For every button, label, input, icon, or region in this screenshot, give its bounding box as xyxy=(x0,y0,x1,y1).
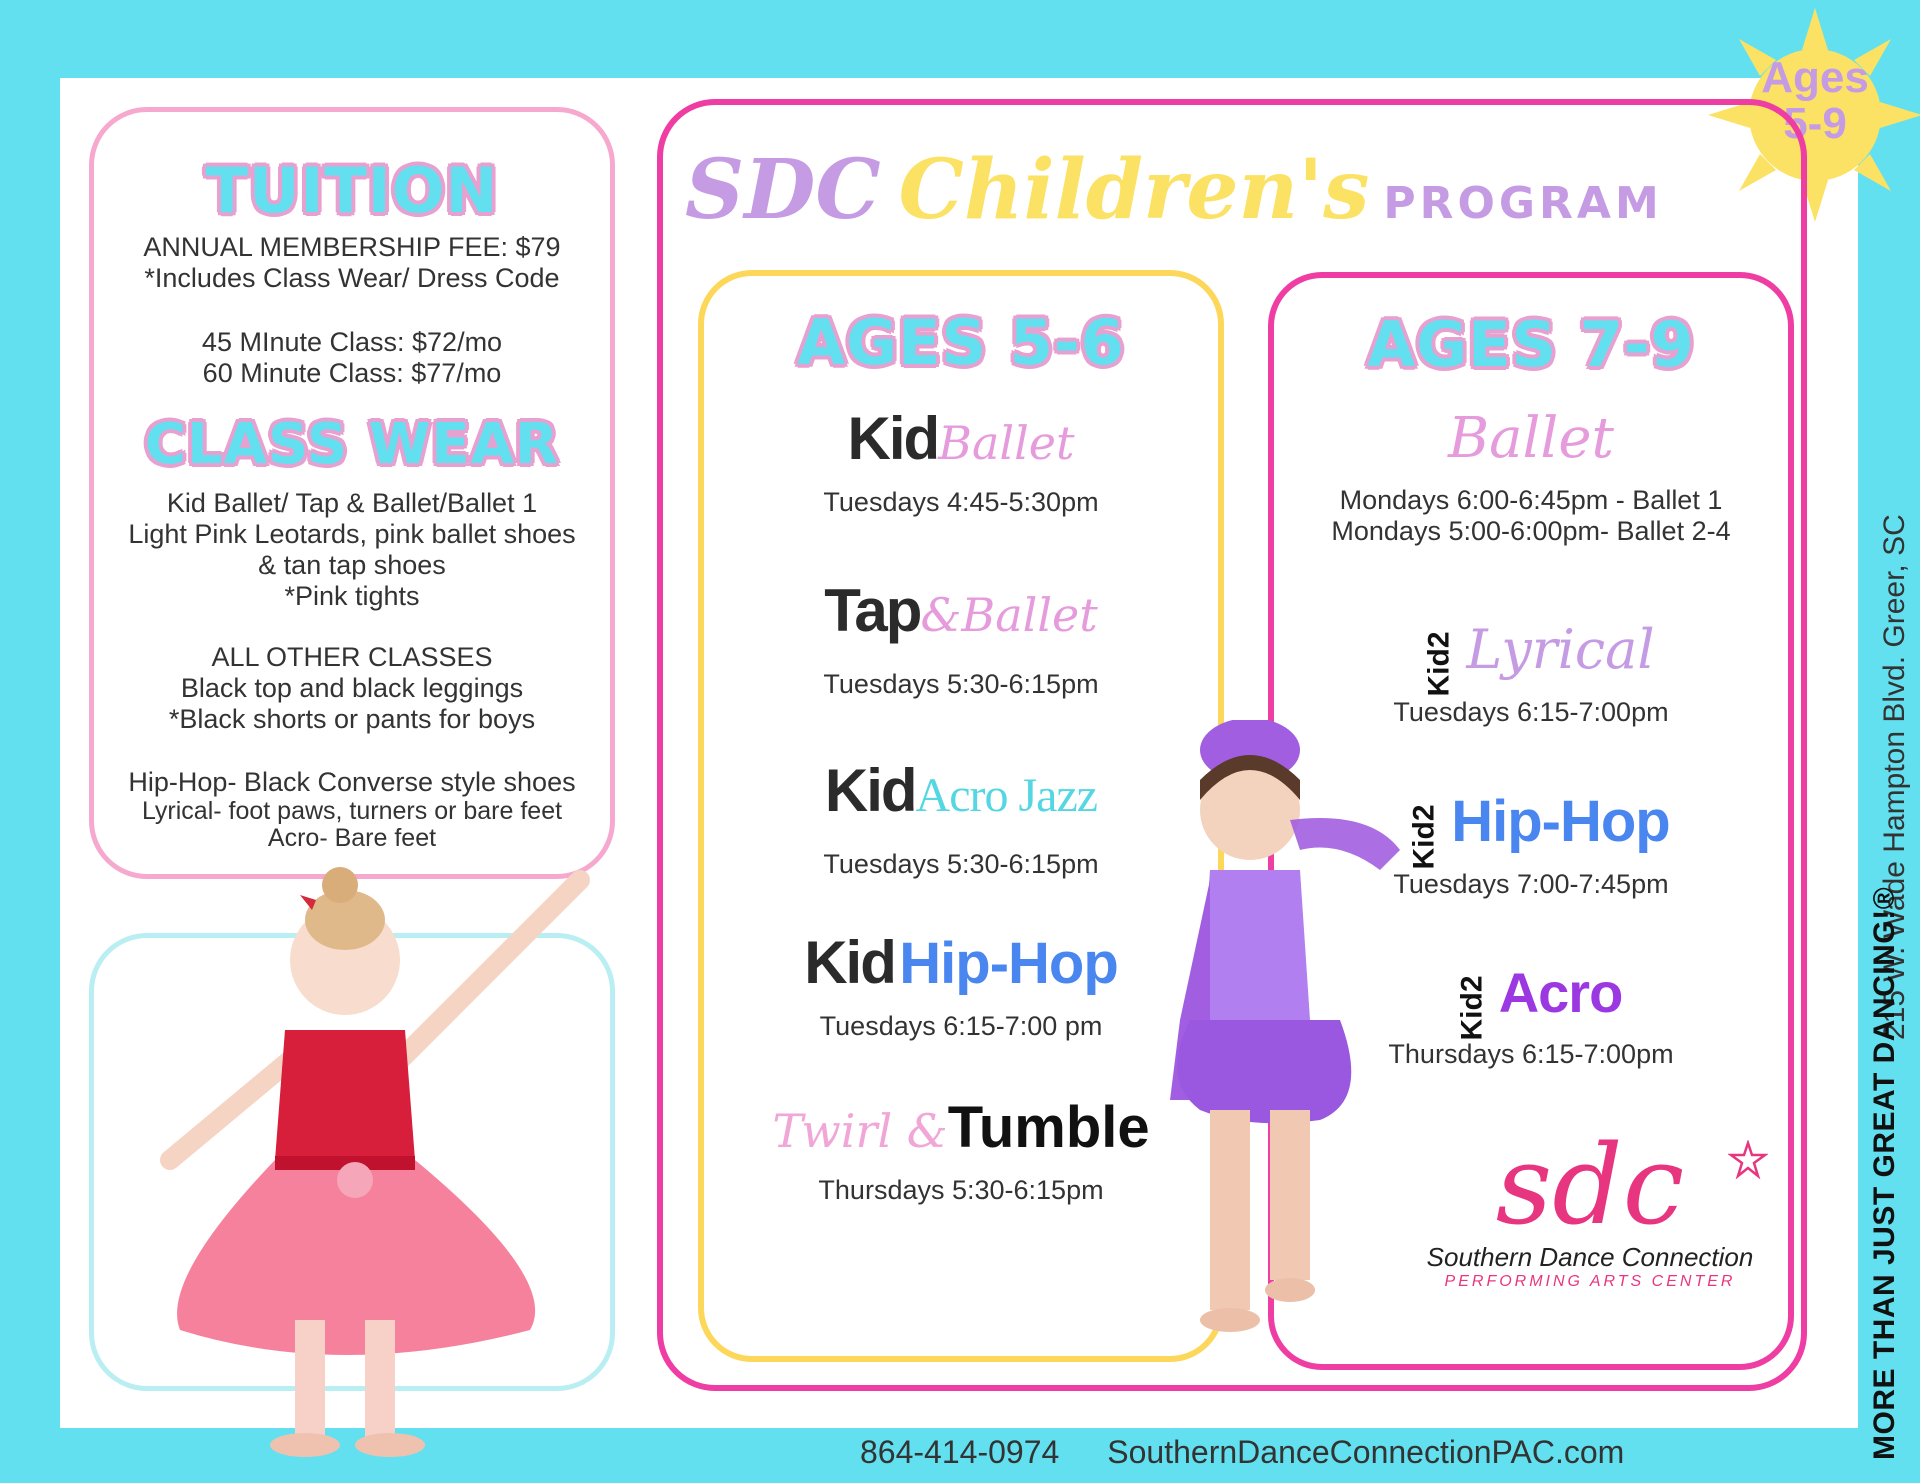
class-prefix: Kid2 xyxy=(1455,975,1489,1041)
class-kid2-lyrical xyxy=(1274,618,1788,728)
class-logo xyxy=(804,928,1118,997)
class-ballet xyxy=(1274,406,1788,547)
other-wear-line: Black top and black leggings xyxy=(180,673,524,703)
price-60: 60 Minute Class: $77/mo xyxy=(202,358,502,388)
class-name: Lyrical xyxy=(1466,618,1655,681)
class-name: Ballet xyxy=(1447,406,1614,471)
class-schedule: Thursdays 6:15-7:00pm xyxy=(1388,1039,1674,1069)
ballet-wear xyxy=(94,488,610,612)
dancer-red-dress-image xyxy=(90,860,610,1480)
tuition-panel xyxy=(89,107,615,879)
class-logo xyxy=(772,1094,1149,1161)
class-prices xyxy=(94,327,610,389)
star-icon xyxy=(1728,1140,1768,1180)
class-logo xyxy=(824,576,1098,645)
class-name: Acro Jazz xyxy=(915,769,1098,822)
program-title-childrens: Children's xyxy=(898,142,1370,238)
ages-5-6-title: AGES 5-6 xyxy=(797,306,1125,379)
class-name: Hip-Hop xyxy=(899,931,1118,996)
ages-7-9-title: AGES 7-9 xyxy=(1367,308,1695,381)
class-schedule: Tuesdays 6:15-7:00 pm xyxy=(819,1011,1103,1041)
class-schedule: Tuesdays 6:15-7:00pm xyxy=(1393,697,1669,727)
class-logo xyxy=(1448,406,1614,471)
class-schedule: Tuesdays 5:30-6:15pm xyxy=(823,669,1099,699)
shoe-wear-line: Lyrical- foot paws, turners or bare feet xyxy=(141,797,563,825)
shoe-wear-line: Acro- Bare feet xyxy=(267,824,437,852)
class-logo xyxy=(1407,618,1655,697)
class-prefix: Kid xyxy=(804,929,895,996)
class-prefix: Kid xyxy=(847,405,939,472)
sdc-logo-subtitle: PERFORMING ARTS CENTER xyxy=(1444,1273,1736,1290)
class-name: &Ballet xyxy=(920,588,1098,642)
classwear-title: CLASS WEAR xyxy=(144,412,560,477)
sdc-logo-name: Southern Dance Connection xyxy=(1426,1242,1754,1272)
membership-fee-note: *Includes Class Wear/ Dress Code xyxy=(144,263,560,293)
tuition-title: TUITION xyxy=(205,154,499,227)
class-prefix: Kid xyxy=(824,757,916,824)
shoe-wear xyxy=(94,767,610,852)
sdc-logo-mark: sdc xyxy=(1495,1121,1685,1249)
program-title xyxy=(685,142,1663,238)
price-45: 45 MInute Class: $72/mo xyxy=(201,327,503,357)
program-title-sdc: SDC xyxy=(685,142,881,238)
address-text: 215 W. Wade Hampton Blvd. Greer, SC xyxy=(1878,514,1911,1040)
ballet-wear-line: Light Pink Leotards, pink ballet shoes xyxy=(128,519,576,549)
class-schedule: Tuesdays 7:00-7:45pm xyxy=(1393,869,1669,899)
class-logo xyxy=(825,756,1097,825)
class-name: Tumble xyxy=(947,1095,1150,1160)
website-link[interactable]: SouthernDanceConnectionPAC.com xyxy=(1107,1434,1625,1470)
other-wear xyxy=(94,642,610,735)
ballet-wear-line: & tan tap shoes xyxy=(258,550,446,580)
sdc-logo xyxy=(1420,1121,1760,1291)
ballet-wear-line: Kid Ballet/ Tap & Ballet/Ballet 1 xyxy=(166,488,538,518)
class-logo xyxy=(1392,788,1670,870)
dancer-purple-outfit-image xyxy=(1140,720,1430,1370)
class-schedule: Mondays 5:00-6:00pm- Ballet 2-4 xyxy=(1331,516,1731,546)
class-tap-ballet xyxy=(704,576,1218,700)
age-badge-range: 5-9 xyxy=(1783,99,1847,148)
class-schedule: Tuesdays 4:45-5:30pm xyxy=(823,487,1099,517)
age-badge-label: Ages xyxy=(1761,53,1869,102)
class-schedule: Mondays 6:00-6:45pm - Ballet 1 xyxy=(1339,485,1723,515)
program-title-program: PROGRAM xyxy=(1383,178,1663,229)
class-prefix: Tap xyxy=(824,577,921,644)
class-name: Acro xyxy=(1498,961,1623,1024)
class-schedule: Thursdays 5:30-6:15pm xyxy=(818,1175,1104,1205)
footer-contact xyxy=(860,1434,1624,1471)
phone-number[interactable]: 864-414-0974 xyxy=(860,1434,1060,1470)
other-wear-line: ALL OTHER CLASSES xyxy=(211,642,493,672)
class-name: Hip-Hop xyxy=(1451,789,1670,854)
class-kid-ballet xyxy=(704,404,1218,518)
shoe-wear-line: Hip-Hop- Black Converse style shoes xyxy=(128,767,576,797)
class-name: Ballet xyxy=(938,416,1075,470)
tuition-fees xyxy=(94,232,610,294)
class-logo xyxy=(847,404,1074,473)
class-logo xyxy=(1440,960,1623,1041)
other-wear-line: *Black shorts or pants for boys xyxy=(168,704,536,734)
ballet-wear-line: *Pink tights xyxy=(284,581,420,611)
class-prefix: Kid2 xyxy=(1407,804,1441,870)
class-schedule: Tuesdays 5:30-6:15pm xyxy=(823,849,1099,879)
tagline-text: MORE THAN JUST GREAT DANCING!® xyxy=(1868,886,1901,1460)
class-prefix: Twirl & xyxy=(772,1104,948,1158)
membership-fee: ANNUAL MEMBERSHIP FEE: $79 xyxy=(143,232,561,262)
class-prefix: Kid2 xyxy=(1422,631,1456,697)
